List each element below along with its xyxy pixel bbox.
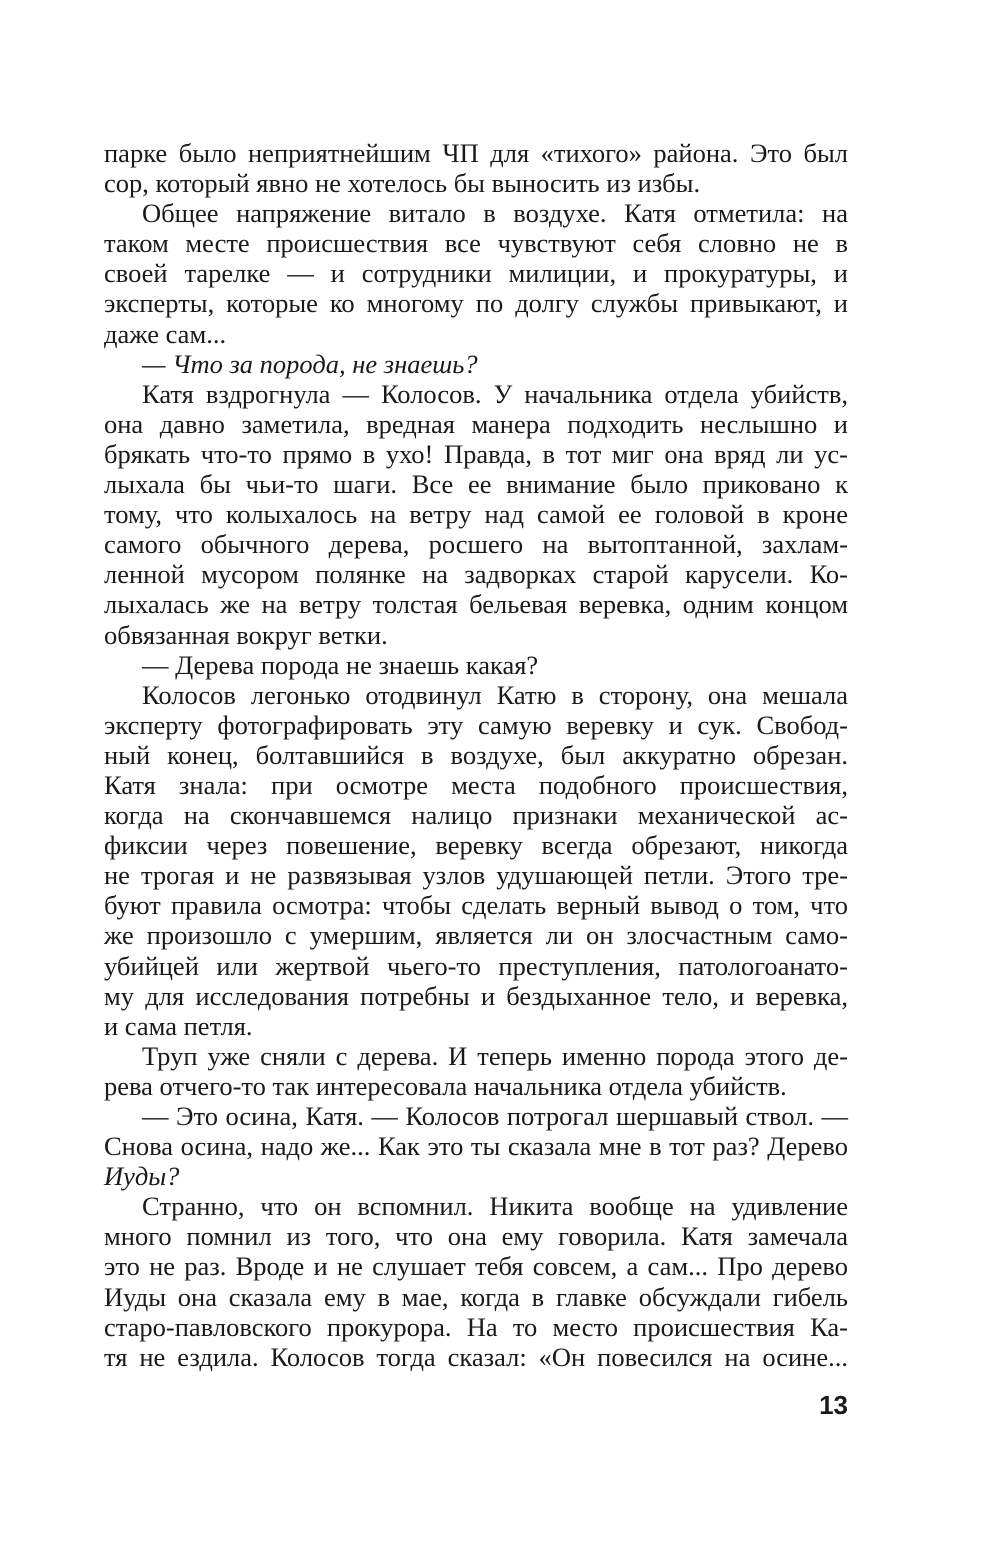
text-line: и сама петля. (104, 1010, 253, 1041)
text-line: буют правила осмотра: чтобы сделать верный вывод о том, что (104, 890, 848, 921)
text-line: фиксии через повешение, веревку всегда обрезают, никогда (104, 830, 848, 861)
text-line: парке было неприятнейшим ЧП для «тихого» района. Это был (104, 138, 848, 168)
text-line: — Это осина, Катя. — Колосов потрогал шершавый ствол. — (142, 1101, 848, 1131)
text-line: Снова осина, надо же... Как это ты сказала мне в тот раз? Дерево (104, 1131, 848, 1162)
text-line: брякать что-то прямо в ухо! Правда, в тот миг она вряд ли ус- (104, 438, 848, 469)
text-line: Катя вздрогнула — Колосов. У начальника отдела убийств, (142, 378, 848, 409)
text-line: Общее напряжение витало в воздухе. Катя отметила: на (142, 198, 848, 229)
text-line: это не раз. Вроде и не слушает тебя совсем, а сам... Про дерево (104, 1251, 848, 1282)
text-line: самого обычного дерева, росшего на вытоптанной, захлам- (104, 529, 848, 560)
text-line: же произошло с умершим, является ли он злосчастным само- (104, 920, 848, 951)
text-line: даже сам... (104, 318, 227, 349)
text-line: лыхала бы чьи-то шаги. Все ее внимание было приковано к (104, 469, 848, 500)
text-line: когда на скончавшемся налицо признаки механической ас- (104, 800, 848, 831)
text-line: не трогая и не развязывая узлов удушающей петли. Этого тре- (104, 860, 848, 891)
page-number: 13 (819, 1390, 848, 1420)
text-line: таком месте происшествия все чувствуют себя словно не в (104, 228, 848, 259)
text-line: сор, который явно не хотелось бы выносить из избы. (104, 168, 701, 199)
text-line: старо-павловского прокурора. На то место происшествия Ка- (104, 1311, 848, 1342)
text-line: обвязанная вокруг ветки. (104, 619, 388, 650)
text-line: она давно заметила, вредная манера подходить неслышно и (104, 408, 848, 439)
text-line: эксперту фотографировать эту самую веревку и сук. Свобод- (104, 709, 848, 740)
text-line: убийцей или жертвой чьего-то преступления, патологоанато- (104, 950, 848, 981)
text-line: тя не ездила. Колосов тогда сказал: «Он повесился на осине... (104, 1341, 848, 1372)
text-line: Колосов легонько отодвинул Катю в сторону, она мешала (142, 679, 848, 710)
text-line: своей тарелке — и сотрудники милиции, и прокуратуры, и (104, 258, 848, 289)
text-line: му для исследования потребны и бездыханное тело, и веревка, (104, 980, 848, 1011)
text-line: ленной мусором полянке на задворках старой карусели. Ко- (104, 559, 848, 590)
page-body (104, 138, 848, 1372)
text-line: Труп уже сняли с дерева. И теперь именно порода этого де- (142, 1040, 848, 1071)
text-line: — Что за порода, не знаешь? (142, 348, 478, 379)
text-line: Катя знала: при осмотре места подобного происшествия, (104, 769, 848, 800)
text-line: Странно, что он вспомнил. Никита вообще на удивление (142, 1191, 848, 1222)
text-line: много помнил из того, что она ему говорила. Катя замечала (104, 1221, 848, 1252)
text-line: ный конец, болтавшийся в воздухе, был аккуратно обрезан. (104, 739, 848, 770)
text-line: эксперты, которые ко многому по долгу службы привыкают, и (104, 288, 848, 319)
text-line: Иуды она сказала ему в мае, когда в главке обсуждали гибель (104, 1281, 848, 1312)
text-line: рева отчего-то так интересовала начальника отдела убийств. (104, 1070, 787, 1101)
text-line: лыхалась же на ветру толстая бельевая веревка, одним концом (104, 589, 848, 620)
text-line: тому, что колыхалось на ветру над самой ее головой в кроне (104, 499, 848, 530)
text-line: Иуды? (104, 1161, 180, 1192)
text-line: — Дерева порода не знаешь какая? (142, 649, 539, 680)
